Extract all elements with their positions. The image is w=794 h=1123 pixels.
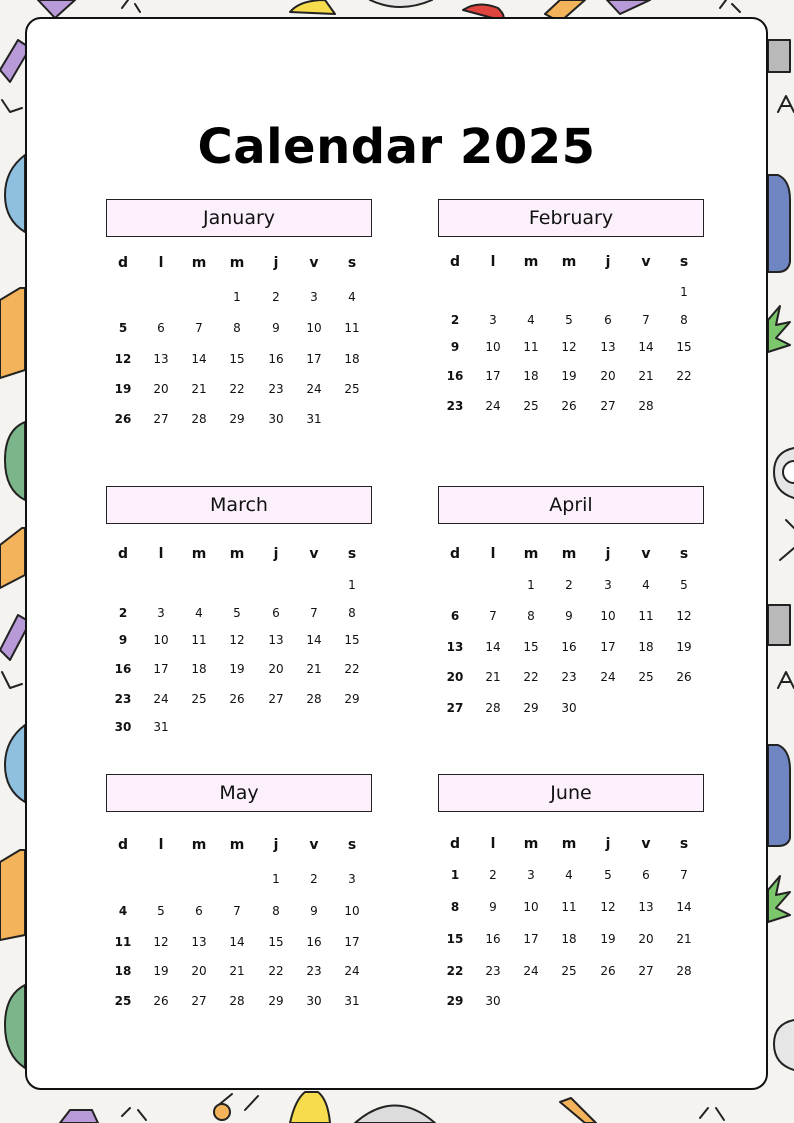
day-cell: 4 xyxy=(527,313,535,327)
day-cell: 7 xyxy=(310,606,318,620)
day-cell: 7 xyxy=(195,321,203,335)
day-cell: 20 xyxy=(268,662,284,676)
weekday-label: m xyxy=(561,546,577,562)
day-cell: 14 xyxy=(229,935,245,949)
day-cell: 16 xyxy=(485,932,501,946)
day-cell: 13 xyxy=(153,352,169,366)
day-cell: 9 xyxy=(565,609,573,623)
day-cell: 18 xyxy=(114,964,132,978)
day-cell: 26 xyxy=(561,399,577,413)
day-cell: 11 xyxy=(344,321,360,335)
day-cell: 26 xyxy=(229,692,245,706)
weekday-label: d xyxy=(449,836,461,852)
day-cell: 5 xyxy=(680,578,688,592)
day-cell: 14 xyxy=(191,352,207,366)
day-cell: 1 xyxy=(233,290,241,304)
day-cell: 22 xyxy=(446,964,464,978)
day-cell: 10 xyxy=(523,900,539,914)
weekday-label: v xyxy=(309,255,319,271)
weekday-label: v xyxy=(641,254,651,270)
day-cell: 16 xyxy=(114,662,132,676)
day-cell: 16 xyxy=(268,352,284,366)
day-cell: 9 xyxy=(118,633,128,647)
day-cell: 3 xyxy=(310,290,318,304)
day-cell: 14 xyxy=(676,900,692,914)
weekday-label: m xyxy=(191,255,207,271)
day-cell: 26 xyxy=(114,412,132,426)
day-cell: 28 xyxy=(229,994,245,1008)
day-cell: 4 xyxy=(565,868,573,882)
day-cell: 21 xyxy=(191,382,207,396)
day-cell: 30 xyxy=(306,994,322,1008)
day-cell: 11 xyxy=(523,340,539,354)
day-cell: 27 xyxy=(638,964,654,978)
month-title: April xyxy=(438,486,704,524)
weekday-label: s xyxy=(347,546,357,562)
day-cell: 17 xyxy=(153,662,169,676)
month-title: February xyxy=(438,199,704,237)
day-cell: 1 xyxy=(527,578,535,592)
calendar-page xyxy=(25,17,768,1090)
day-cell: 9 xyxy=(272,321,280,335)
day-cell: 3 xyxy=(489,313,497,327)
day-cell: 28 xyxy=(485,701,501,715)
month-march xyxy=(106,486,372,736)
day-cell: 31 xyxy=(306,412,322,426)
month-title: May xyxy=(106,774,372,812)
weekday-label: s xyxy=(347,837,357,853)
day-cell: 1 xyxy=(680,285,688,299)
month-april xyxy=(438,486,704,736)
weekday-label: j xyxy=(605,254,611,270)
day-cell: 3 xyxy=(157,606,165,620)
day-cell: 22 xyxy=(676,369,692,383)
weekday-label: m xyxy=(523,546,539,562)
day-cell: 21 xyxy=(638,369,654,383)
day-cell: 12 xyxy=(153,935,169,949)
month-title: January xyxy=(106,199,372,237)
day-cell: 5 xyxy=(118,321,128,335)
weekday-label: v xyxy=(641,546,651,562)
day-cell: 15 xyxy=(268,935,284,949)
weekday-label: l xyxy=(158,546,164,562)
day-cell: 15 xyxy=(446,932,464,946)
month-june xyxy=(438,774,704,1024)
day-cell: 25 xyxy=(638,670,654,684)
day-cell: 25 xyxy=(114,994,132,1008)
day-cell: 22 xyxy=(523,670,539,684)
weekday-label: l xyxy=(490,546,496,562)
day-cell: 9 xyxy=(310,904,318,918)
day-cell: 12 xyxy=(600,900,616,914)
day-cell: 19 xyxy=(600,932,616,946)
day-cell: 9 xyxy=(489,900,497,914)
month-january xyxy=(106,199,372,449)
weekday-label: d xyxy=(117,255,129,271)
weekday-label: s xyxy=(347,255,357,271)
day-cell: 13 xyxy=(191,935,207,949)
weekday-label: d xyxy=(449,546,461,562)
weekday-label: m xyxy=(523,836,539,852)
weekday-label: s xyxy=(679,546,689,562)
day-cell: 2 xyxy=(450,313,460,327)
day-cell: 30 xyxy=(268,412,284,426)
day-cell: 24 xyxy=(485,399,501,413)
day-cell: 3 xyxy=(604,578,612,592)
day-cell: 1 xyxy=(272,872,280,886)
day-cell: 31 xyxy=(344,994,360,1008)
weekday-label: m xyxy=(561,254,577,270)
day-cell: 8 xyxy=(450,900,460,914)
day-cell: 29 xyxy=(229,412,245,426)
weekday-label: j xyxy=(605,546,611,562)
day-cell: 2 xyxy=(272,290,280,304)
day-cell: 14 xyxy=(485,640,501,654)
weekday-label: j xyxy=(605,836,611,852)
day-cell: 23 xyxy=(306,964,322,978)
day-cell: 7 xyxy=(233,904,241,918)
weekday-label: s xyxy=(679,836,689,852)
day-cell: 26 xyxy=(153,994,169,1008)
weekday-label: m xyxy=(229,837,245,853)
day-cell: 4 xyxy=(348,290,356,304)
day-cell: 28 xyxy=(191,412,207,426)
day-cell: 26 xyxy=(676,670,692,684)
day-cell: 28 xyxy=(306,692,322,706)
day-cell: 10 xyxy=(600,609,616,623)
weekday-label: v xyxy=(309,837,319,853)
day-cell: 6 xyxy=(450,609,460,623)
day-cell: 19 xyxy=(114,382,132,396)
day-cell: 29 xyxy=(523,701,539,715)
day-cell: 27 xyxy=(268,692,284,706)
day-cell: 16 xyxy=(306,935,322,949)
day-cell: 17 xyxy=(485,369,501,383)
day-cell: 10 xyxy=(153,633,169,647)
day-cell: 30 xyxy=(114,720,132,734)
day-cell: 17 xyxy=(600,640,616,654)
day-cell: 25 xyxy=(523,399,539,413)
day-cell: 4 xyxy=(642,578,650,592)
month-title: March xyxy=(106,486,372,524)
day-cell: 21 xyxy=(485,670,501,684)
day-cell: 6 xyxy=(272,606,280,620)
day-cell: 27 xyxy=(446,701,464,715)
day-cell: 8 xyxy=(233,321,241,335)
day-cell: 23 xyxy=(485,964,501,978)
day-cell: 20 xyxy=(600,369,616,383)
day-cell: 7 xyxy=(680,868,688,882)
weekday-label: l xyxy=(490,254,496,270)
weekday-label: d xyxy=(449,254,461,270)
day-cell: 11 xyxy=(638,609,654,623)
weekday-label: l xyxy=(158,255,164,271)
day-cell: 4 xyxy=(118,904,128,918)
day-cell: 17 xyxy=(523,932,539,946)
day-cell: 23 xyxy=(268,382,284,396)
day-cell: 15 xyxy=(229,352,245,366)
day-cell: 20 xyxy=(153,382,169,396)
day-cell: 7 xyxy=(642,313,650,327)
day-cell: 10 xyxy=(485,340,501,354)
day-cell: 12 xyxy=(114,352,132,366)
weekday-label: v xyxy=(641,836,651,852)
weekday-label: j xyxy=(273,837,279,853)
day-cell: 4 xyxy=(195,606,203,620)
weekday-label: v xyxy=(309,546,319,562)
day-cell: 18 xyxy=(638,640,654,654)
weekday-label: m xyxy=(229,255,245,271)
day-cell: 24 xyxy=(600,670,616,684)
day-cell: 29 xyxy=(446,994,464,1008)
day-cell: 30 xyxy=(561,701,577,715)
day-cell: 8 xyxy=(680,313,688,327)
day-cell: 31 xyxy=(153,720,169,734)
day-cell: 24 xyxy=(344,964,360,978)
day-cell: 1 xyxy=(348,578,356,592)
day-cell: 2 xyxy=(118,606,128,620)
day-cell: 25 xyxy=(191,692,207,706)
day-cell: 21 xyxy=(676,932,692,946)
weekday-label: l xyxy=(490,836,496,852)
day-cell: 8 xyxy=(527,609,535,623)
day-cell: 14 xyxy=(638,340,654,354)
weekday-label: d xyxy=(117,837,129,853)
day-cell: 11 xyxy=(191,633,207,647)
day-cell: 29 xyxy=(268,994,284,1008)
day-cell: 20 xyxy=(446,670,464,684)
day-cell: 25 xyxy=(561,964,577,978)
day-cell: 28 xyxy=(676,964,692,978)
day-cell: 20 xyxy=(191,964,207,978)
weekday-label: m xyxy=(229,546,245,562)
day-cell: 1 xyxy=(450,868,460,882)
day-cell: 5 xyxy=(157,904,165,918)
weekday-label: j xyxy=(273,546,279,562)
day-cell: 12 xyxy=(676,609,692,623)
day-cell: 27 xyxy=(600,399,616,413)
day-cell: 9 xyxy=(450,340,460,354)
day-cell: 19 xyxy=(561,369,577,383)
day-cell: 2 xyxy=(565,578,573,592)
day-cell: 5 xyxy=(604,868,612,882)
day-cell: 19 xyxy=(229,662,245,676)
day-cell: 27 xyxy=(191,994,207,1008)
day-cell: 11 xyxy=(114,935,132,949)
day-cell: 6 xyxy=(604,313,612,327)
weekday-label: m xyxy=(561,836,577,852)
day-cell: 18 xyxy=(523,369,539,383)
day-cell: 14 xyxy=(306,633,322,647)
day-cell: 12 xyxy=(229,633,245,647)
weekday-label: j xyxy=(273,255,279,271)
day-cell: 30 xyxy=(485,994,501,1008)
day-cell: 7 xyxy=(489,609,497,623)
day-cell: 22 xyxy=(268,964,284,978)
day-cell: 18 xyxy=(191,662,207,676)
day-cell: 17 xyxy=(306,352,322,366)
day-cell: 24 xyxy=(306,382,322,396)
day-cell: 6 xyxy=(642,868,650,882)
day-cell: 8 xyxy=(348,606,356,620)
day-cell: 12 xyxy=(561,340,577,354)
day-cell: 8 xyxy=(272,904,280,918)
day-cell: 22 xyxy=(229,382,245,396)
month-title: June xyxy=(438,774,704,812)
day-cell: 27 xyxy=(153,412,169,426)
weekday-label: l xyxy=(158,837,164,853)
day-cell: 15 xyxy=(523,640,539,654)
day-cell: 25 xyxy=(344,382,360,396)
day-cell: 19 xyxy=(153,964,169,978)
day-cell: 21 xyxy=(229,964,245,978)
weekday-label: m xyxy=(523,254,539,270)
day-cell: 17 xyxy=(344,935,360,949)
month-february xyxy=(438,199,704,449)
school-bus-icon xyxy=(768,175,790,846)
day-cell: 21 xyxy=(306,662,322,676)
weekday-label: m xyxy=(191,837,207,853)
day-cell: 3 xyxy=(527,868,535,882)
weekday-label: d xyxy=(117,546,129,562)
day-cell: 18 xyxy=(561,932,577,946)
day-cell: 24 xyxy=(153,692,169,706)
month-may xyxy=(106,774,372,1024)
day-cell: 2 xyxy=(310,872,318,886)
day-cell: 15 xyxy=(676,340,692,354)
day-cell: 5 xyxy=(565,313,573,327)
day-cell: 13 xyxy=(446,640,464,654)
day-cell: 23 xyxy=(561,670,577,684)
day-cell: 6 xyxy=(195,904,203,918)
day-cell: 26 xyxy=(600,964,616,978)
day-cell: 3 xyxy=(348,872,356,886)
page-title: Calendar 2025 xyxy=(197,119,596,175)
day-cell: 23 xyxy=(446,399,464,413)
weekday-label: s xyxy=(679,254,689,270)
day-cell: 20 xyxy=(638,932,654,946)
day-cell: 24 xyxy=(523,964,539,978)
day-cell: 6 xyxy=(157,321,165,335)
day-cell: 5 xyxy=(233,606,241,620)
day-cell: 19 xyxy=(676,640,692,654)
day-cell: 23 xyxy=(114,692,132,706)
day-cell: 13 xyxy=(638,900,654,914)
weekday-label: m xyxy=(191,546,207,562)
day-cell: 18 xyxy=(344,352,360,366)
day-cell: 15 xyxy=(344,633,360,647)
day-cell: 10 xyxy=(344,904,360,918)
day-cell: 13 xyxy=(268,633,284,647)
day-cell: 28 xyxy=(638,399,654,413)
day-cell: 13 xyxy=(600,340,616,354)
day-cell: 29 xyxy=(344,692,360,706)
day-cell: 10 xyxy=(306,321,322,335)
notebook-icon xyxy=(0,288,25,940)
day-cell: 11 xyxy=(561,900,577,914)
day-cell: 2 xyxy=(489,868,497,882)
day-cell: 16 xyxy=(561,640,577,654)
day-cell: 22 xyxy=(344,662,360,676)
day-cell: 16 xyxy=(446,369,464,383)
